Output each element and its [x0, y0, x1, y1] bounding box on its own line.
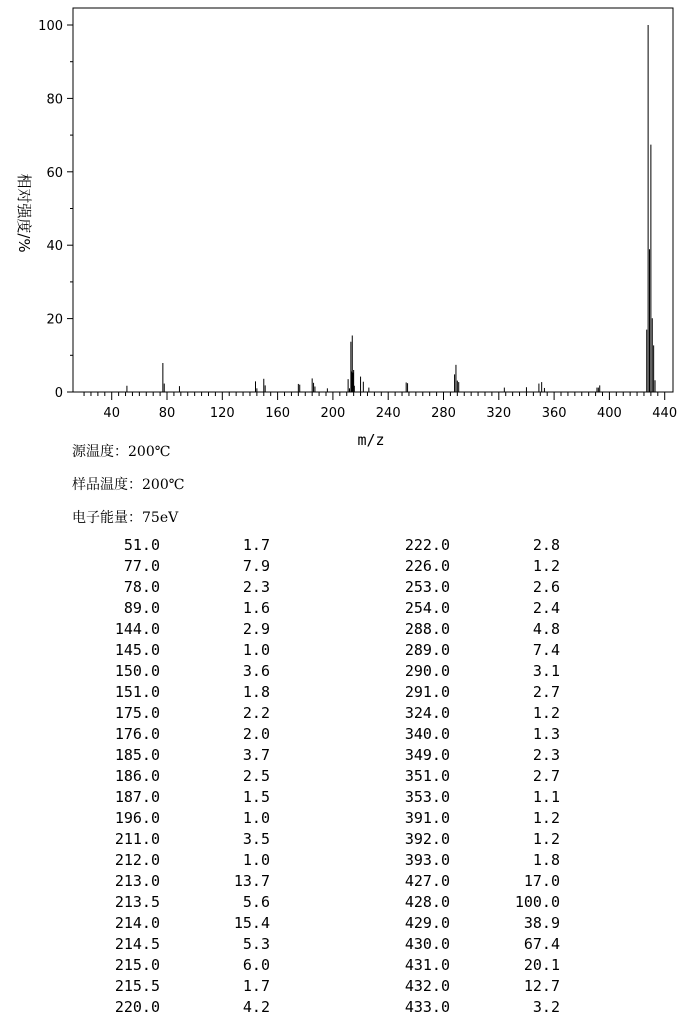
table-row	[370, 556, 560, 577]
table-row	[370, 913, 560, 934]
peak-intensity-value: 4.2	[242, 998, 270, 1016]
peak-mz-value: 290.0	[404, 662, 450, 680]
peak-intensity-value: 2.7	[532, 683, 560, 701]
peak-intensity-value: 2.8	[532, 536, 560, 554]
table-row	[80, 724, 270, 745]
table-row	[370, 661, 560, 682]
peak-intensity-value: 1.2	[532, 557, 560, 575]
peak-mz-value: 176.0	[114, 725, 160, 743]
table-row	[370, 577, 560, 598]
table-row	[370, 598, 560, 619]
peak-intensity-value: 1.8	[242, 683, 270, 701]
table-row	[370, 850, 560, 871]
peak-mz-value: 430.0	[404, 935, 450, 953]
peak-intensity-value: 4.8	[532, 620, 560, 638]
peak-mz-value: 187.0	[114, 788, 160, 806]
table-row	[370, 955, 560, 976]
peak-mz-value: 254.0	[404, 599, 450, 617]
peak-intensity-value: 2.7	[532, 767, 560, 785]
table-row	[80, 892, 270, 913]
table-row	[80, 640, 270, 661]
source-temperature-label: 源温度：	[72, 444, 128, 460]
peak-mz-value: 51.0	[123, 536, 160, 554]
peak-mz-value: 222.0	[404, 536, 450, 554]
electron-energy	[72, 502, 184, 535]
table-row	[80, 829, 270, 850]
table-row	[80, 598, 270, 619]
table-row	[80, 913, 270, 934]
x-axis-label: m/z	[357, 431, 385, 449]
peak-intensity-value: 3.7	[242, 746, 270, 764]
peak-intensity-value: 7.4	[532, 641, 560, 659]
peak-intensity-value: 1.7	[242, 536, 270, 554]
peak-mz-value: 151.0	[114, 683, 160, 701]
peak-intensity-value: 1.7	[242, 977, 270, 995]
peak-mz-value: 78.0	[123, 578, 160, 596]
peak-mz-value: 349.0	[404, 746, 450, 764]
table-row	[80, 661, 270, 682]
source-temperature	[72, 436, 184, 469]
peak-intensity-value: 1.8	[532, 851, 560, 869]
peak-intensity-value: 20.1	[523, 956, 560, 974]
x-tick-label: 40	[103, 406, 120, 421]
peak-mz-value: 392.0	[404, 830, 450, 848]
table-row	[370, 766, 560, 787]
peak-intensity-value: 2.3	[242, 578, 270, 596]
peak-mz-value: 89.0	[123, 599, 160, 617]
peak-intensity-value: 2.5	[242, 767, 270, 785]
table-row	[370, 976, 560, 997]
peak-mz-value: 351.0	[404, 767, 450, 785]
x-tick-label: 280	[431, 406, 456, 421]
peak-mz-value: 433.0	[404, 998, 450, 1016]
sample-temperature	[72, 469, 184, 502]
peak-intensity-value: 3.5	[242, 830, 270, 848]
x-tick-label: 320	[486, 406, 512, 421]
table-row	[80, 619, 270, 640]
peak-mz-value: 431.0	[404, 956, 450, 974]
peak-intensity-value: 2.6	[532, 578, 560, 596]
x-tick-label: 440	[652, 406, 678, 421]
peak-intensity-value: 1.1	[532, 788, 560, 806]
table-row	[370, 640, 560, 661]
peak-mz-value: 77.0	[123, 557, 160, 575]
table-row	[80, 703, 270, 724]
peak-intensity-value: 6.0	[242, 956, 270, 974]
peak-mz-value: 214.0	[114, 914, 160, 932]
peak-mz-value: 429.0	[404, 914, 450, 932]
spectrum-peaks	[127, 25, 655, 392]
y-tick-label: 40	[46, 239, 63, 255]
peak-mz-value: 145.0	[114, 641, 160, 659]
peak-mz-value: 226.0	[404, 557, 450, 575]
x-tick-label: 80	[158, 406, 176, 421]
peak-mz-value: 253.0	[404, 578, 450, 596]
peak-intensity-value: 1.0	[242, 851, 270, 869]
peak-intensity-value: 2.3	[532, 746, 560, 764]
peak-intensity-value: 3.2	[532, 998, 560, 1016]
peak-mz-value: 340.0	[404, 725, 450, 743]
table-row	[80, 787, 270, 808]
peak-mz-value: 324.0	[404, 704, 450, 722]
peak-table-right	[370, 535, 560, 1018]
y-axis	[38, 19, 73, 401]
peak-intensity-value: 3.6	[242, 662, 270, 680]
peak-mz-value: 289.0	[404, 641, 450, 659]
table-row	[80, 850, 270, 871]
peak-mz-value: 220.0	[114, 998, 160, 1016]
y-axis-label-group	[15, 173, 33, 252]
peak-mz-value: 186.0	[114, 767, 160, 785]
sample-temperature-label: 样品温度：	[72, 477, 142, 493]
table-row	[370, 724, 560, 745]
table-row	[370, 808, 560, 829]
peak-mz-value: 288.0	[404, 620, 450, 638]
table-row	[80, 955, 270, 976]
peak-intensity-value: 1.3	[532, 725, 560, 743]
peak-mz-value: 432.0	[404, 977, 450, 995]
table-row	[370, 934, 560, 955]
peak-mz-value: 175.0	[114, 704, 160, 722]
table-row	[370, 787, 560, 808]
peak-mz-value: 427.0	[404, 872, 450, 890]
table-row	[80, 934, 270, 955]
electron-energy-label: 电子能量：	[72, 510, 142, 526]
peak-mz-value: 213.0	[114, 872, 160, 890]
table-row	[370, 682, 560, 703]
peak-intensity-value: 1.0	[242, 809, 270, 827]
peak-intensity-value: 2.0	[242, 725, 270, 743]
peak-mz-value: 215.5	[114, 977, 160, 995]
mass-spectrum-chart	[0, 0, 686, 460]
table-row	[80, 976, 270, 997]
table-row	[80, 745, 270, 766]
x-tick-label: 360	[541, 406, 567, 421]
peak-mz-value: 214.5	[114, 935, 160, 953]
peak-intensity-value: 12.7	[523, 977, 560, 995]
peak-intensity-value: 5.3	[242, 935, 270, 953]
x-tick-label: 200	[320, 406, 346, 421]
peak-intensity-value: 1.5	[242, 788, 270, 806]
x-tick-label: 160	[265, 406, 291, 421]
x-axis	[84, 392, 677, 421]
peak-intensity-value: 1.6	[242, 599, 270, 617]
table-row	[370, 997, 560, 1018]
electron-energy-value: 75eV	[142, 510, 179, 526]
table-row	[80, 997, 270, 1018]
peak-intensity-value: 2.9	[242, 620, 270, 638]
table-row	[370, 829, 560, 850]
table-row	[370, 892, 560, 913]
sample-temperature-value: 200℃	[142, 477, 185, 493]
peak-intensity-value: 15.4	[233, 914, 270, 932]
peak-mz-value: 291.0	[404, 683, 450, 701]
peak-intensity-value: 1.0	[242, 641, 270, 659]
peak-intensity-value: 38.9	[523, 914, 560, 932]
y-tick-label: 20	[46, 312, 63, 328]
table-row	[80, 535, 270, 556]
peak-mz-value: 150.0	[114, 662, 160, 680]
peak-intensity-value: 7.9	[242, 557, 270, 575]
peak-intensity-value: 17.0	[523, 872, 560, 890]
y-tick-label: 60	[46, 165, 63, 181]
peak-intensity-value: 2.4	[532, 599, 560, 617]
table-row	[80, 766, 270, 787]
y-axis-label: 相对强度/%	[15, 173, 33, 253]
plot-frame	[73, 8, 673, 392]
table-row	[80, 682, 270, 703]
peak-mz-value: 428.0	[404, 893, 450, 911]
peak-mz-value: 185.0	[114, 746, 160, 764]
peak-intensity-value: 3.1	[532, 662, 560, 680]
table-row	[370, 535, 560, 556]
x-tick-label: 120	[209, 406, 235, 421]
x-tick-label: 240	[375, 406, 401, 421]
table-row	[80, 808, 270, 829]
peak-mz-value: 144.0	[114, 620, 160, 638]
peak-mz-value: 393.0	[404, 851, 450, 869]
peak-mz-value: 391.0	[404, 809, 450, 827]
peak-table-left	[80, 535, 270, 1018]
peak-intensity-value: 1.2	[532, 809, 560, 827]
table-row	[80, 871, 270, 892]
peak-intensity-value: 1.2	[532, 704, 560, 722]
y-tick-label: 100	[38, 19, 63, 34]
table-row	[370, 745, 560, 766]
table-row	[80, 556, 270, 577]
peak-mz-value: 215.0	[114, 956, 160, 974]
peak-mz-value: 196.0	[114, 809, 160, 827]
table-row	[370, 871, 560, 892]
peak-intensity-value: 2.2	[242, 704, 270, 722]
peak-intensity-value: 100.0	[514, 893, 560, 911]
peak-mz-value: 212.0	[114, 851, 160, 869]
table-row	[370, 703, 560, 724]
peak-mz-value: 211.0	[114, 830, 160, 848]
x-tick-label: 400	[596, 406, 622, 421]
y-tick-label: 80	[46, 92, 63, 108]
peak-mz-value: 353.0	[404, 788, 450, 806]
peak-intensity-value: 5.6	[242, 893, 270, 911]
peak-intensity-value: 13.7	[233, 872, 270, 890]
peak-mz-value: 213.5	[114, 893, 160, 911]
table-row	[370, 619, 560, 640]
peak-intensity-value: 67.4	[523, 935, 560, 953]
measurement-conditions	[72, 436, 184, 535]
source-temperature-value: 200℃	[128, 444, 171, 460]
y-tick-label: 0	[54, 386, 63, 401]
table-row	[80, 577, 270, 598]
peak-intensity-value: 1.2	[532, 830, 560, 848]
